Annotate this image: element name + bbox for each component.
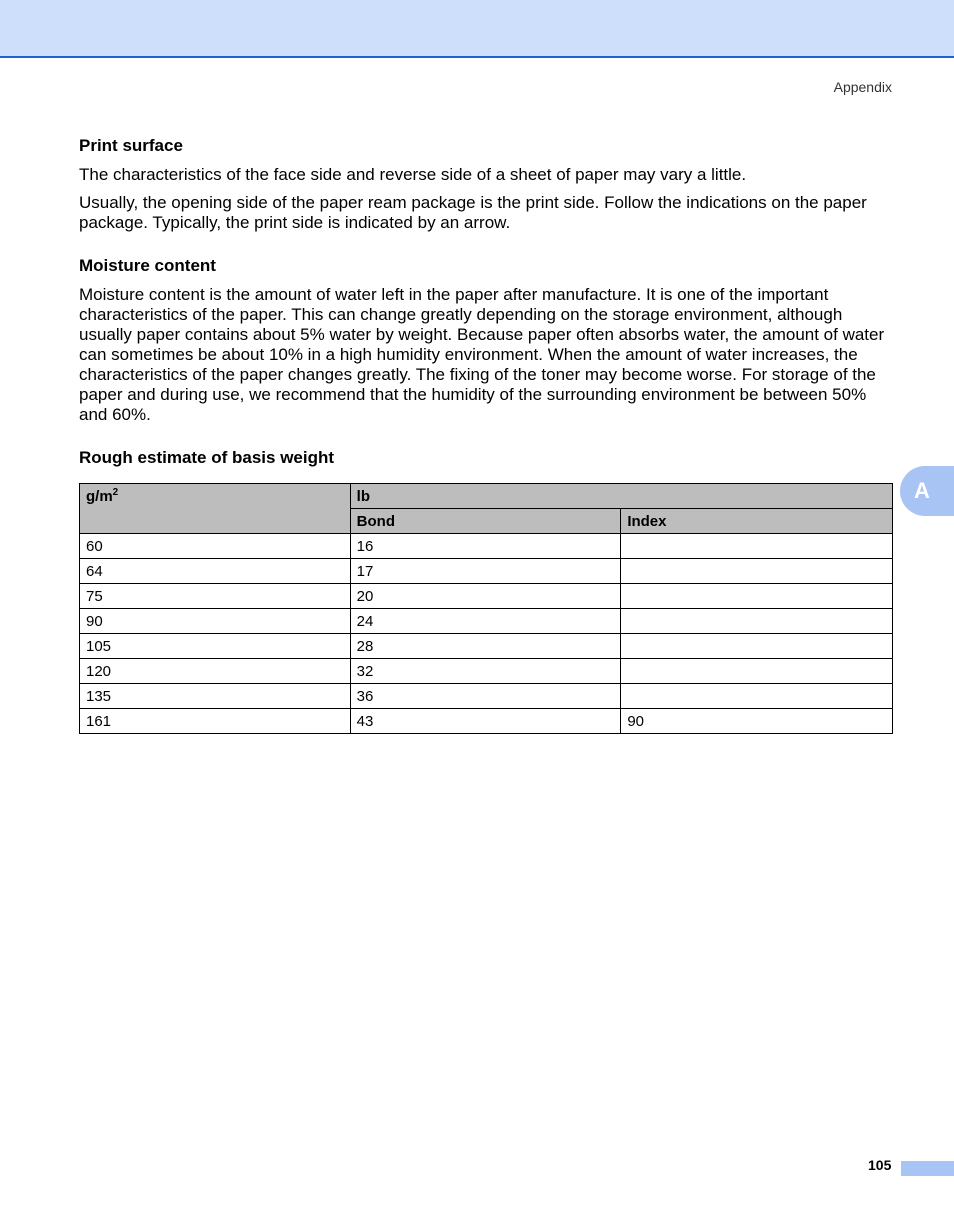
- cell-bond: 20: [350, 584, 621, 609]
- cell-gsm: 90: [80, 609, 351, 634]
- cell-bond: 36: [350, 684, 621, 709]
- cell-gsm: 120: [80, 659, 351, 684]
- cell-index: [621, 609, 893, 634]
- print-surface-heading: Print surface: [79, 136, 183, 155]
- basis-weight-heading: Rough estimate of basis weight: [79, 448, 335, 467]
- basis-weight-table: [79, 483, 893, 734]
- column-header-lb: lb: [350, 484, 892, 509]
- cell-bond: 28: [350, 634, 621, 659]
- page-number: 105: [868, 1157, 892, 1173]
- table-row: [80, 684, 893, 709]
- cell-gsm: 105: [80, 634, 351, 659]
- side-tab-letter: A: [914, 478, 930, 503]
- print-surface-paragraph-1: The characteristics of the face side and reverse side of a sheet of paper may vary a little.: [79, 165, 747, 184]
- cell-bond: 17: [350, 559, 621, 584]
- column-header-index: Index: [621, 509, 893, 534]
- cell-bond: 24: [350, 609, 621, 634]
- table-row: [80, 709, 893, 734]
- table-row: [80, 659, 893, 684]
- cell-index: [621, 659, 893, 684]
- column-header-gsm: $g/m^2$: [80, 484, 351, 534]
- cell-bond: 16: [350, 534, 621, 559]
- cell-index: [621, 534, 893, 559]
- cell-gsm: 75: [80, 584, 351, 609]
- table-row: [80, 584, 893, 609]
- moisture-content-heading: Moisture content: [79, 256, 216, 275]
- table-row: [80, 609, 893, 634]
- page-content: [79, 135, 893, 734]
- table-row: [80, 634, 893, 659]
- cell-gsm: 161: [80, 709, 351, 734]
- page-number-bar: [901, 1161, 954, 1176]
- cell-gsm: 60: [80, 534, 351, 559]
- print-surface-paragraph-2: Usually, the opening side of the paper ream package is the print side. Follow the indications on the paper package. Typically, the print side is indicated by an arrow.: [79, 193, 867, 232]
- cell-gsm: 135: [80, 684, 351, 709]
- cell-index: [621, 684, 893, 709]
- table-row: [80, 559, 893, 584]
- cell-index: [621, 559, 893, 584]
- cell-index: [621, 634, 893, 659]
- top-header-band: [0, 0, 954, 58]
- moisture-content-paragraph: Moisture content is the amount of water left in the paper after manufacture. It is one of the important characteristics of the paper. This can change greatly depending on the storage environment, although usually paper contains about 5% water by weight. Because paper often absorbs water, the amount of water can sometimes be about 10% in a high humidity environment. When the amount of water increases, the characteristics of the paper changes greatly. The fixing of the toner may become worse. For storage of the paper and during use, we recommend that the humidity of the surrounding environment be between 50% and 60%.: [79, 285, 885, 424]
- cell-bond: 32: [350, 659, 621, 684]
- cell-bond: 43: [350, 709, 621, 734]
- running-header: Appendix: [833, 79, 892, 95]
- cell-index: [621, 584, 893, 609]
- cell-gsm: 64: [80, 559, 351, 584]
- cell-index: 90: [621, 709, 893, 734]
- column-header-bond: Bond: [350, 509, 621, 534]
- table-row: [80, 534, 893, 559]
- appendix-side-tab: [900, 466, 954, 516]
